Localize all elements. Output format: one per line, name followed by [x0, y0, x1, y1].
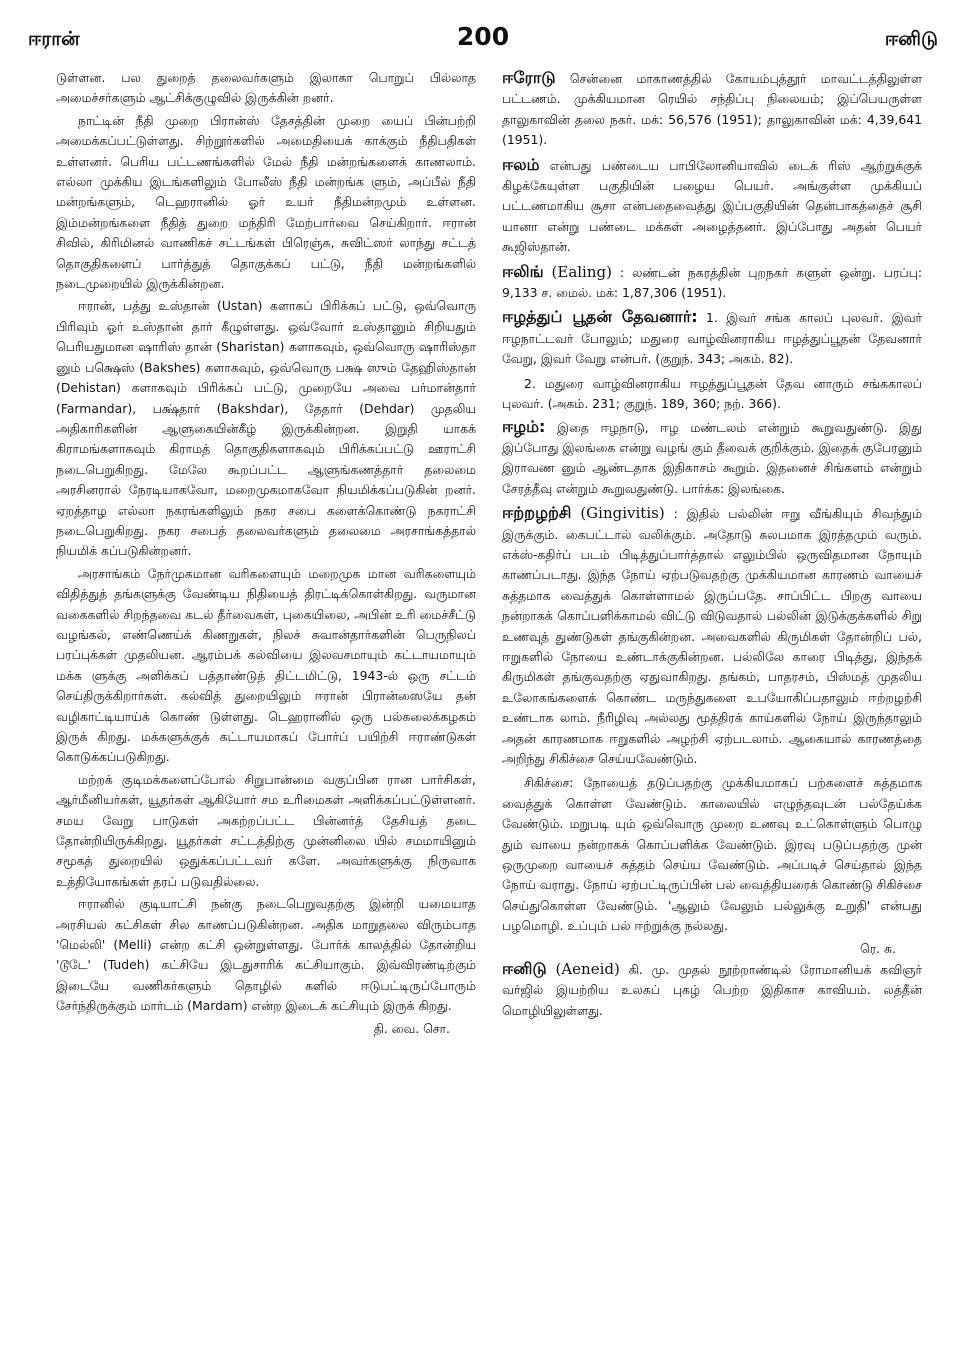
entry-gingivitis	[502, 503, 922, 769]
entry-erode	[502, 68, 922, 151]
left-column	[56, 68, 476, 1039]
entry-elam-text: என்பது பண்டைய பாபிலோனியாவில் டைக் ரிஸ் ஆற்றுக்குக் கிழக்கேயுள்ள பகுதியின் பழைய பெயர். அங்குள்ள முக்கியப் பட்டணமாகிய சூசா என்பதைவைத்து இப்பகுதியின் தென்பாகத்தைச் சூசி யானா என்று பண்டை மக்கள் அழைத்தனர். இப்போது அதன் பெயர் கூஜிஸ்தான்.	[502, 157, 922, 255]
paragraph-cabinet: டுள்ளன. பல துறைத் தலைவர்களும் இலாகா பொறுப் பில்லாத அமைச்சர்களும் ஆட்சிக்குழுவில் இருக்கின் றனர்.	[56, 70, 476, 106]
headword-aeneid-english: (Aeneid)	[555, 960, 620, 979]
running-head-left: ஈரான்	[28, 28, 80, 50]
headword-elam: ஈலம்	[502, 154, 540, 174]
entry-erode-text: சென்னை மாகாணத்தில் கோயம்புத்தூர் மாவட்டத்திலுள்ள பட்டணம். முக்கியமான ரெயில் சந்திப்பு நிலையம்; இப்பெயருள்ள தாலுகாவின் தலை நகர். மக்: 56,576 (1951); தாலுகாவின் மக்: 4,39,641 (1951).	[502, 71, 922, 148]
entry-poothan-sense-1: 1. இவர் சங்க காலப் புலவர். இவர் ஈழநாட்டவர் போலும்; மதுரை வாழ்வினராகிய ஈழத்துப்பூதன் தேவனார் வேறு, இவர் வேறு என்பர். (குறுந். 343; அகம். 82).	[502, 310, 922, 367]
paragraph-administration: ஈரான், பத்து உஸ்தான் (Ustan) களாகப் பிரிக்கப் பட்டு, ஒவ்வொரு பிரிவும் ஓர் உஸ்தான் தார் கீழுள்ளது. ஒவ்வோர் உஸ்தானும் சிறியதும் பெரியதுமான ஷாரிஸ் தான் (Sharistan) களாகவும், ஒவ்வொரு ஷாரிஸ்தா னும் பக்ஷெஸ் (Bakshes) களாகவும், ஒவ்வொரு பக்ஷ ஸும் தேஹிஸ்தான் (Dehistan) களாகவும் பிரிக்கப் பட்டு, முறையே அவை பர்மான்தார் (Farmandar), பக்ஷ்தார் (Bakshdar), தேதார் (Dehdar) முதலிய அதிகாரிகளின் ஆளுகையின்கீழ் இருக்கின்றன. இறுதி யாகக் கிராமங்களாகவும் கிராமத் தொகுதிகளாகவும் பிரிக்கப்பட்டு ஊராட்சி நடைபெறுகிறது. மேலே கூறப்பட்ட ஆளுங்கணத்தார் தலைமை அரசினரால் நேரடியாகவோ, மறைமுகமாகவோ நியமிக்கப்படுகின் றனர். ஏறத்தாழ எல்லா நகரங்களிலும் நகர சபை களைக்கொண்டு நகராட்சி நடைபெறுகிறது. நகர சபைத் தலைவர்களும் தலைமை அரசாங்கத்தால் நியமிக் கப்படுகின்றனர்.	[56, 298, 476, 559]
headword-aeneid: ஈனிடு	[502, 959, 547, 979]
headword-ealing-english: (Ealing)	[551, 262, 612, 281]
headword-eelam: ஈழம்:	[502, 416, 546, 436]
entry-poothan-thevanar	[502, 307, 922, 369]
headword-erode: ஈரோடு	[502, 68, 556, 87]
headword-gingivitis-english: (Gingivitis)	[580, 504, 665, 523]
entry-gingivitis-text: : இதில் பல்லின் ஈறு வீங்கியும் சிவந்தும் இருக்கும். கைபட்டால் வலிக்கும். அதோடு சுலபமாக இரத்தமும் வரும். எக்ஸ்-கதிர்ப் படம் பிடித்துப்பார்த்தால் எலும்பில் ஒருவிதமான நோயும் காணப்படாது. இந்த நோய் ஏற்படுவதற்கு முக்கியமான காரணம் வாயைச் சுத்தமாக வைத்துக் கொள்ளாமல் இருப்பதே. சாப்பிட்ட பிறகு வாயை நன்றாகக் கொப்பளிக்காமல் விட்டு விடுவதால் பல்லின் இடுக்குக்களில் சிறு உணவுத் துண்டுகள் தங்குகின்றன. அவைகளில் கிருமிகள் தோன்றிப் பல், ஈறுகளில் நோயை உண்டாக்குகின்றன. பல்லிலே காரை பிடித்து, இந்தக் கிருமிகள் தங்குவதற்கு ஏதுவாகிறது. தங்கம், பாதரசம், பிஸ்மத் முதலிய உலோகங்களைக் கொண்ட மருந்துகளை உபயோகிப்பதாலும் ஈற்றழற்சி உண்டாக லாம். நீரிழிவு அல்லது மூத்திரக் காய்களில் நோய் இருந்தாலும் அதன் காரணமாக ஈறுகளில் அழற்சி ஏற்படலாம். ஆகையால் காரணத்தை அறிந்து சிகிச்சை செய்யவேண்டும்.	[502, 506, 922, 766]
paragraph-minorities: மற்றக் குடிமக்களைப்போல் சிறுபான்மை வகுப்பின ரான பார்சிகள், ஆர்மீனியர்கள், யூதர்கள் ஆகியோர் சம உரிமைகள் அளிக்கப்பட்டுள்ளனர். சமய வேறு பாடுகள் அகற்றப்பட்ட பின்னர்த் தேசியத் தடை தோன்றியிருக்கிறது. யூதர்கள் சட்டத்திற்கு முன்னிலை யில் சமமாயினும் சமூகத் துறையில் ஒதுக்கப்பட்டவர் களே. அவர்களுக்கு நிருவாக உத்தியோகங்கள் தரப் படுவதில்லை.	[56, 771, 476, 889]
entry-eelam	[502, 417, 922, 500]
headword-ealing: ஈலிங்	[502, 261, 544, 281]
right-column	[502, 68, 922, 1025]
entry-poothan-sense-2: 2. மதுரை வாழ்வினராகிய ஈழத்துப்பூதன் தேவ னாரும் சங்ககாலப் புலவர். (அகம். 231; குறுந். 189, 360; நற். 366).	[502, 375, 922, 412]
paragraph-finance-education: அரசாங்கம் நேர்முகமான வரிகளையும் மறைமுக மான வரிகளையும் விதித்துத் தங்களுக்கு வேண்டிய நிதியைத் திரட்டிக்கொள்கிறது. வருமான வகைகளில் சிறந்தவை கடல் தீர்வைகள், புகையிலை, அபின் உரி மைச்சீட்டு வழங்கல், எண்ணெய்க் கிணறுகள், நிலச் சுவான்தார்களின் பெருநிலப் பரப்புக்கள் முதலியன. ஆரம்பக் கல்வியை இலவசமாயும் கட்டாயமாயும் மக்க ளுக்கு அளிக்கப் பத்தாண்டுத் திட்டமிட்டு, 1943-ல் ஒரு சட்டம் செய்திருக்கிறார்கள். கல்வித் துறையிலும் ஈரான் பிரான்ஸையே தன் வழிகாட்டியாய்க் கொண் டுள்ளது. டெஹரானில் ஒரு பல்கலைக்கழகம் இருக் கிறது. மக்களுக்குக் கட்டாயமாகப் போர்ப் பயிற்சி ஈராண்டுகள் கொடுக்கப்படுகிறது.	[56, 565, 476, 765]
author-signature: தி. வை. சொ.	[373, 1020, 450, 1036]
page-number: 200	[456, 22, 510, 51]
paragraph-political-parties: ஈரானில் குடியாட்சி நன்கு நடைபெறுவதற்கு இன்றி யமையாத அரசியல் கட்சிகள் சில காணப்படுகின்றன. அதிக மாறுதலை விரும்பாத 'மெல்லி' (Melli) என்ற கட்சி ஒன்றுள்ளது. போர்க் காலத்தில் தோன்றிய 'டூடே' (Tudeh) கட்சியே இடதுசாரிக் கட்சியாகும். இவ்விரண்டிற்கும் இடையே வணிகர்களும் தொழில் களில் ஈடுபட்டிருப்போரும் சேர்ந்திருக்கும் மார்டம் (Mardam) என்ற இடைக் கட்சியும் இருக் கிறது.	[56, 896, 476, 1014]
headword-gingivitis: ஈற்றழற்சி	[502, 503, 572, 523]
entry-elam	[502, 155, 922, 258]
running-head-right: ஈனிடு	[884, 28, 938, 50]
entry-eelam-text: இதை ஈழநாடு, ஈழ மண்டலம் என்றும் கூறுவதுண்டு. இது இப்போது இலங்கை என்று வழங் கும் தீவைக் குறிக்கும். இதைக் குபேரனும் இராவண னும் ஆண்டதாக இதிகாசம் கூறும். இதனைச் சிங்களம் என்றும் சேரத்தீவு என்றும் கூறுவதுண்டு. பார்க்க: இலங்கை.	[502, 419, 922, 496]
entry-ealing	[502, 262, 922, 304]
entry-aeneid	[502, 959, 922, 1021]
headword-poothan-thevanar: ஈழத்துப் பூதன் தேவனார்:	[502, 307, 698, 327]
entry-ealing-text: : லண்டன் நகரத்தின் புறநகர் களுள் ஒன்று. பரப்பு: 9,133 ச. மைல். மக்: 1,87,306 (1951).	[502, 264, 922, 301]
paragraph-treatment: சிகிச்சை: நோயைத் தடுப்பதற்கு முக்கியமாகப் பற்களைச் சுத்தமாக வைத்துக் கொள்ள வேண்டும். காலையில் எழுந்தவுடன் பல்தேய்க்க வேண்டும். மறுபடி யும் ஒவ்வொரு முறை உணவு உட்கொள்ளும் பொழு தும் வாயை நன்றாகக் கொப்பளிக்க வேண்டும். இரவு படுப்பதற்கு முன் ஒருமுறை வாயைச் சுத்தம் செய்ய வேண்டும். அப்படிச் செய்தால் இந்த நோய் வராது. நோய் ஏற்பட்டிருப்பின் பல் வைத்தியரைக் கொண்டு சிகிச்சை செய்துகொள்ள வேண்டும். 'ஆலும் வேலும் பல்லுக்கு உறுதி' என்பது பழமொழி. உப்பும் பல் ஈற்றுக்கு நல்லது.	[502, 775, 922, 934]
paragraph-judiciary: நாட்டின் நீதி முறை பிரான்ஸ் தேசத்தின் முறை யைப் பின்பற்றி அமைக்கப்பட்டுள்ளது. சிற்றூர்களில் அமைதியைக் காக்கும் நீதிபதிகள் உள்ளனர். பெரிய பட்டணங்களில் மேல் நீதி மன்றங்களைக் காணலாம். எல்லா முக்கிய இடங்களிலும் போலீஸ் நீதி மன்றங்க ளும், அப்பீல் நீதி மன்றங்களும், டெஹரானில் ஓர் உயர் நீதிமன்றமும் உள்ளன. இம்மன்றங்களை நீதித் துறை மந்திரி மேற்பார்வை செய்கிறார். ஈரான் சிவில், கிரிமினல் வாணிகச் சட்டங்கள் பிரெஞ்சு, சுவிட்ஸர் லாந்து சட்டத் தொகுதிகளைப் பார்த்துத் தொகுக்கப் பட்டு, நீதி மன்றங்களில் நடைமுறையில் இருக்கின்றன.	[56, 112, 476, 292]
entry-aeneid-text: கி. மு. முதல் நூற்றாண்டில் ரோமானியக் கவிஞர் வர்ஜில் இயற்றிய உலகப் புகழ் பெற்ற இதிகாச காவியம். லத்தீன் மொழியிலுள்ளது.	[502, 962, 922, 1018]
author-signature-gingivitis: ரெ. சு.	[860, 940, 896, 956]
page-header	[28, 22, 938, 62]
